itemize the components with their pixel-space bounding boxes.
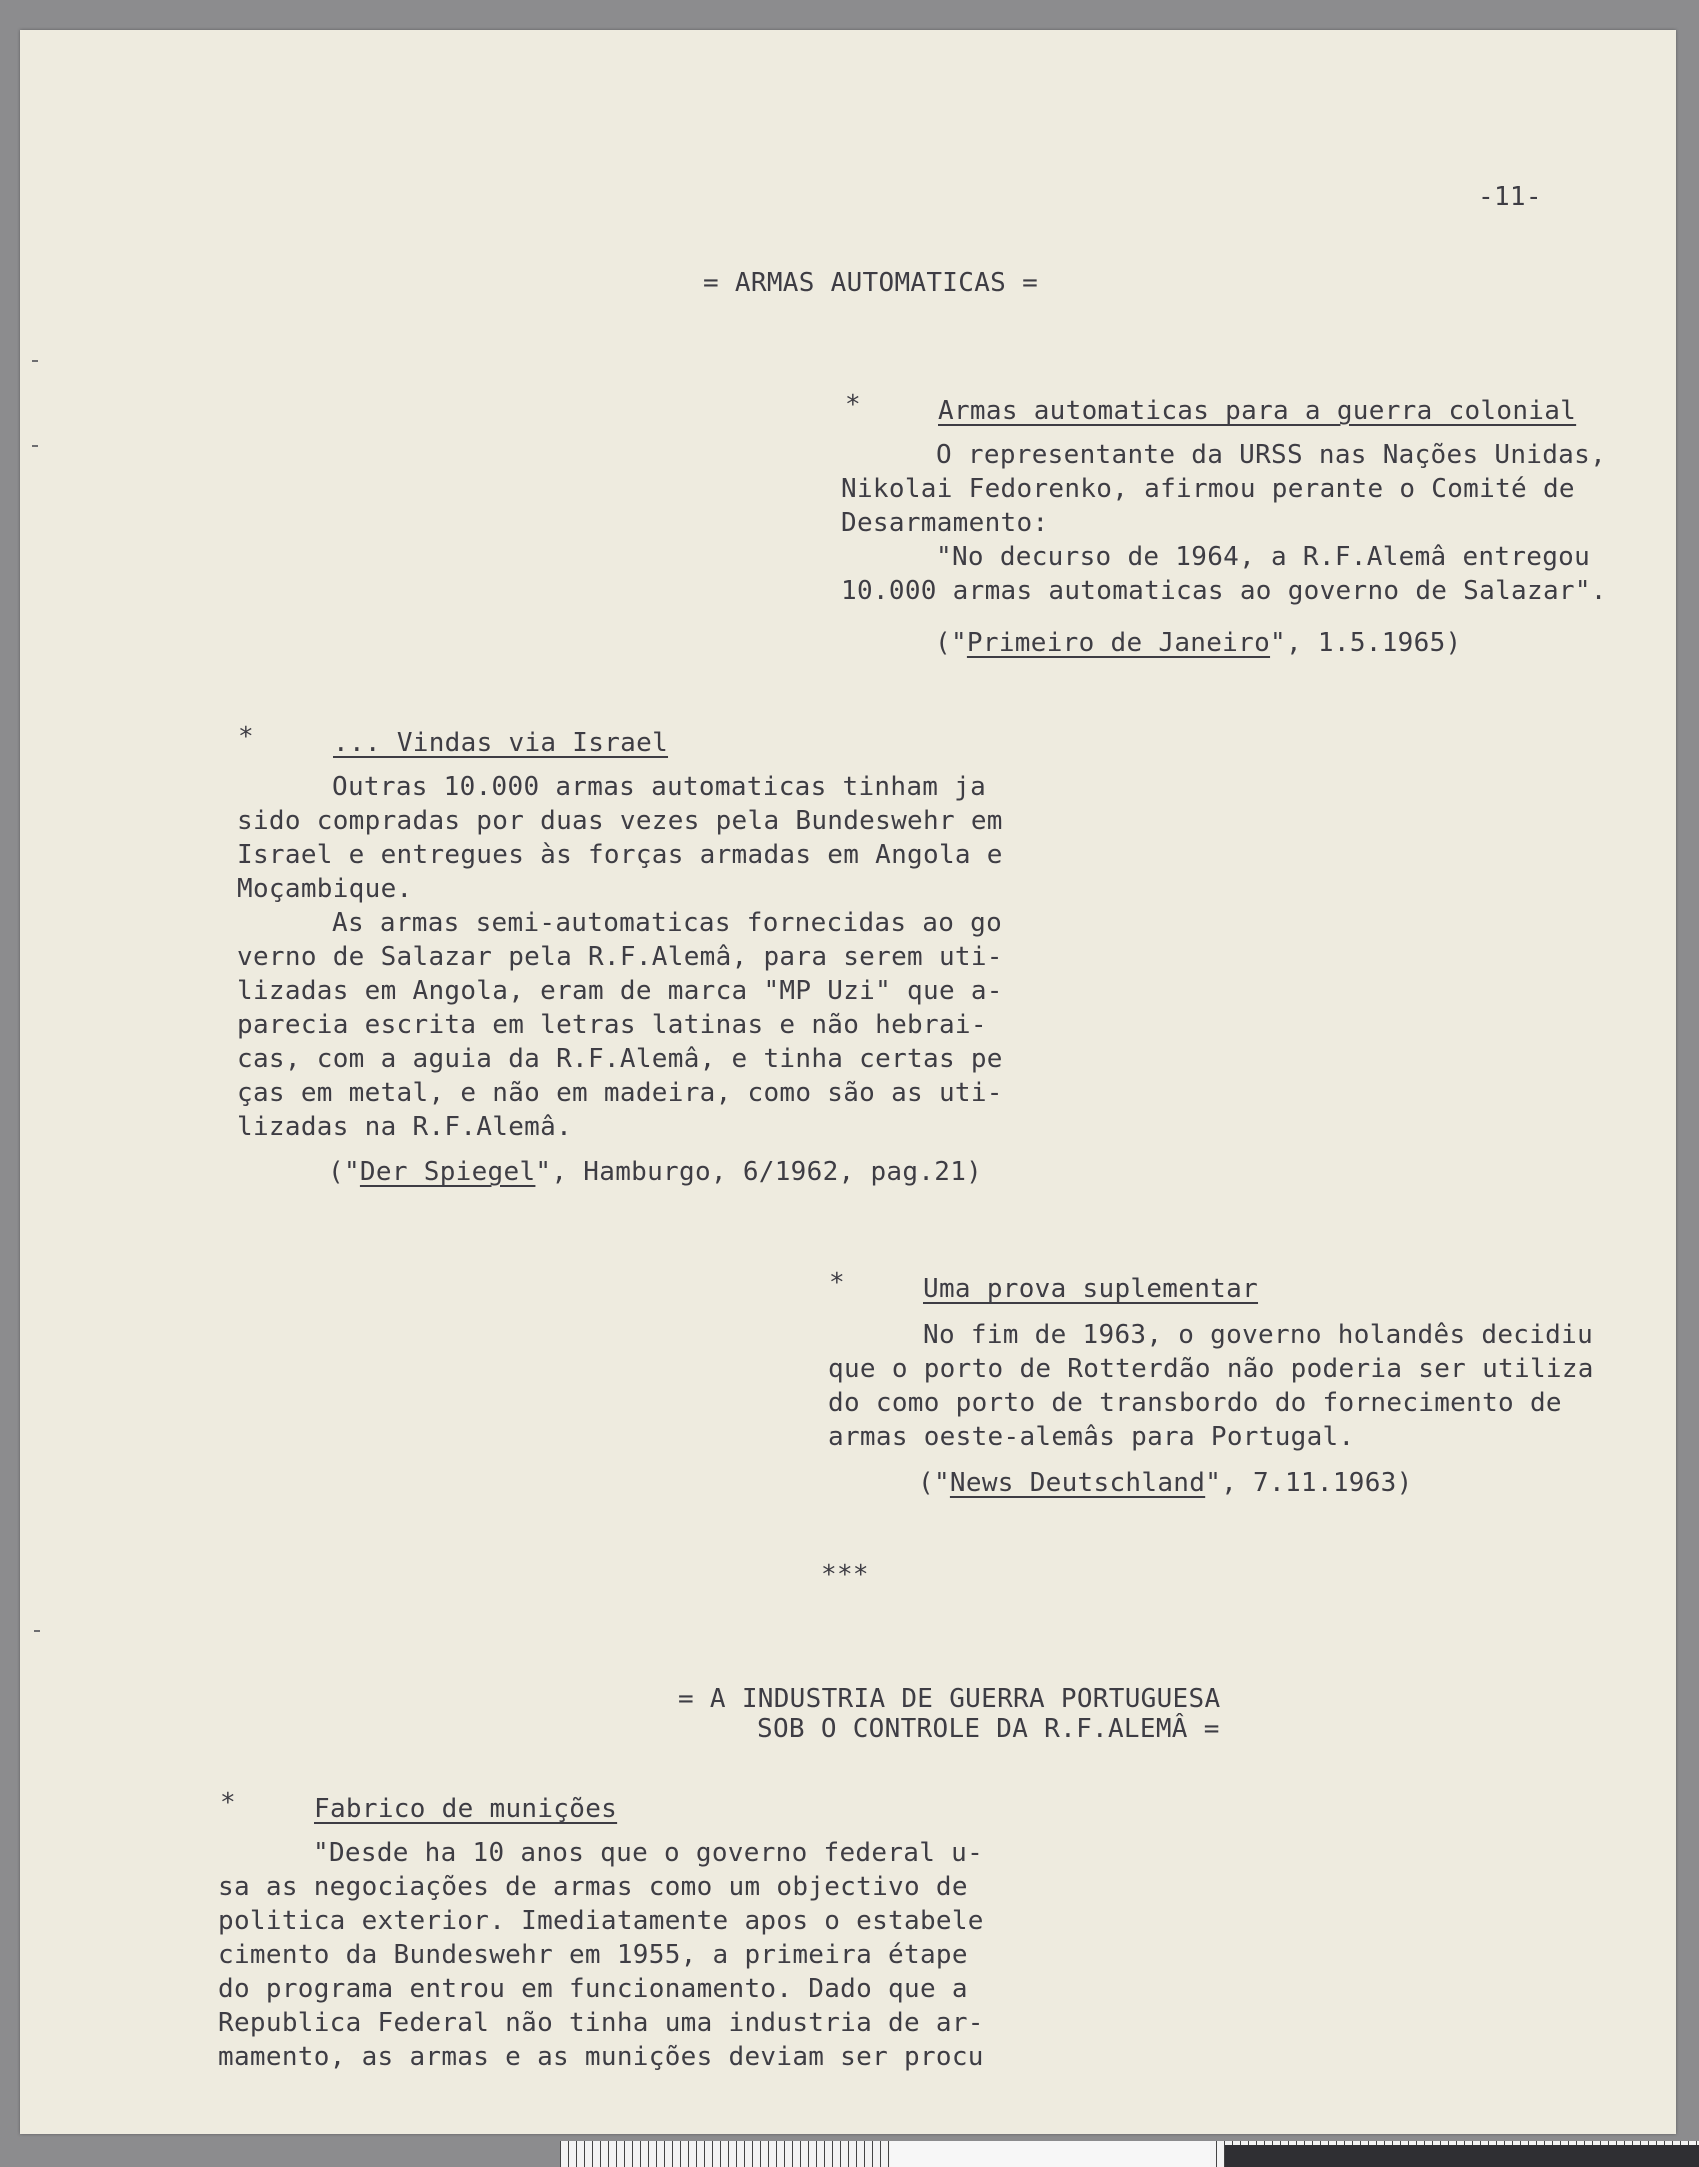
subtitle-line2: SOB O CONTROLE DA R.F.ALEMÂ =	[757, 1714, 1220, 1744]
section2-line: lizadas na R.F.Alemâ.	[237, 1112, 573, 1142]
section1-line: "No decurso de 1964, a R.F.Alemâ entregou	[936, 542, 1591, 572]
section2-line: Moçambique.	[237, 874, 413, 904]
section2-line: ças em metal, e não em madeira, como são as uti-	[237, 1078, 1003, 1108]
section1-heading: Armas automaticas para a guerra colonial	[938, 396, 1577, 426]
section4-body	[218, 1836, 984, 2074]
section4-line: do programa entrou em funcionamento. Dado que a	[218, 1974, 968, 2004]
section1-line: O representante da URSS nas Nações Unidas,	[936, 440, 1607, 470]
section3-line: armas oeste-alemâs para Portugal.	[828, 1422, 1355, 1452]
section2-line: Outras 10.000 armas automaticas tinham ja	[332, 772, 987, 802]
citation-open: ("	[328, 1157, 360, 1187]
section1-line: 10.000 armas automaticas ao governo de Salazar".	[841, 576, 1607, 606]
section4-line: sa as negociações de armas como um objectivo de	[218, 1872, 968, 1902]
section1-star: *	[845, 390, 861, 420]
ruler-segment-dark	[1225, 2145, 1699, 2167]
ruler-segment	[890, 2141, 1210, 2167]
scale-ruler	[560, 2141, 1699, 2167]
section4-line: "Desde ha 10 anos que o governo federal u-	[313, 1838, 984, 1868]
citation-open: ("	[935, 628, 967, 658]
separator-asterisks: ***	[821, 1560, 869, 1590]
section2-line: cas, com a aguia da R.F.Alemâ, e tinha certas pe	[237, 1044, 1003, 1074]
section2-heading: ... Vindas via Israel	[333, 728, 669, 758]
main-title: = ARMAS AUTOMATICAS =	[703, 268, 1039, 298]
section2-line: sido compradas por duas vezes pela Bundeswehr em	[237, 806, 1003, 836]
section2-body	[237, 770, 1003, 1144]
section3-star: *	[829, 1268, 845, 1298]
section2-line: parecia escrita em letras latinas e não hebrai-	[237, 1010, 987, 1040]
section1-line: Desarmamento:	[841, 508, 1049, 538]
section3-line: que o porto de Rotterdão não poderia ser utiliza	[828, 1354, 1594, 1384]
citation-close: ", 1.5.1965)	[1270, 628, 1462, 658]
margin-mark	[32, 360, 38, 362]
section2-citation	[328, 1155, 982, 1189]
section2-star: *	[238, 722, 254, 752]
section4-star: *	[220, 1788, 236, 1818]
margin-mark	[32, 445, 38, 447]
section1-body	[841, 438, 1607, 608]
section4-line: Republica Federal não tinha uma industria de ar-	[218, 2008, 984, 2038]
section2-line: As armas semi-automaticas fornecidas ao go	[332, 908, 1003, 938]
citation-open: ("	[918, 1468, 950, 1498]
citation-source: Primeiro de Janeiro	[966, 628, 1271, 658]
section1-citation	[935, 626, 1462, 660]
margin-mark	[34, 1630, 40, 1632]
section2-line: verno de Salazar pela R.F.Alemâ, para serem uti-	[237, 942, 1003, 972]
section2-line: lizadas em Angola, eram de marca "MP Uzi" que a-	[237, 976, 1003, 1006]
section4-line: mamento, as armas e as munições deviam ser procu	[218, 2042, 984, 2072]
citation-source: News Deutschland	[949, 1468, 1206, 1498]
subtitle-line1: = A INDUSTRIA DE GUERRA PORTUGUESA	[678, 1684, 1221, 1714]
citation-close: ", Hamburgo, 6/1962, pag.21)	[535, 1157, 983, 1187]
document-page	[20, 30, 1676, 2134]
section3-line: No fim de 1963, o governo holandês decidiu	[923, 1320, 1594, 1350]
section4-heading: Fabrico de munições	[314, 1794, 618, 1824]
section1-line: Nikolai Fedorenko, afirmou perante o Comité de	[841, 474, 1575, 504]
section3-heading: Uma prova suplementar	[923, 1274, 1259, 1304]
section4-line: cimento da Bundeswehr em 1955, a primeira étape	[218, 1940, 968, 1970]
section3-body	[828, 1318, 1594, 1454]
section3-line: do como porto de transbordo do fornecimento de	[828, 1388, 1562, 1418]
section2-line: Israel e entregues às forças armadas em Angola e	[237, 840, 1003, 870]
citation-source: Der Spiegel	[359, 1157, 536, 1187]
page-number: -11-	[1478, 182, 1542, 212]
citation-close: ", 7.11.1963)	[1205, 1468, 1413, 1498]
section3-citation	[918, 1466, 1413, 1500]
section4-line: politica exterior. Imediatamente apos o estabele	[218, 1906, 984, 1936]
